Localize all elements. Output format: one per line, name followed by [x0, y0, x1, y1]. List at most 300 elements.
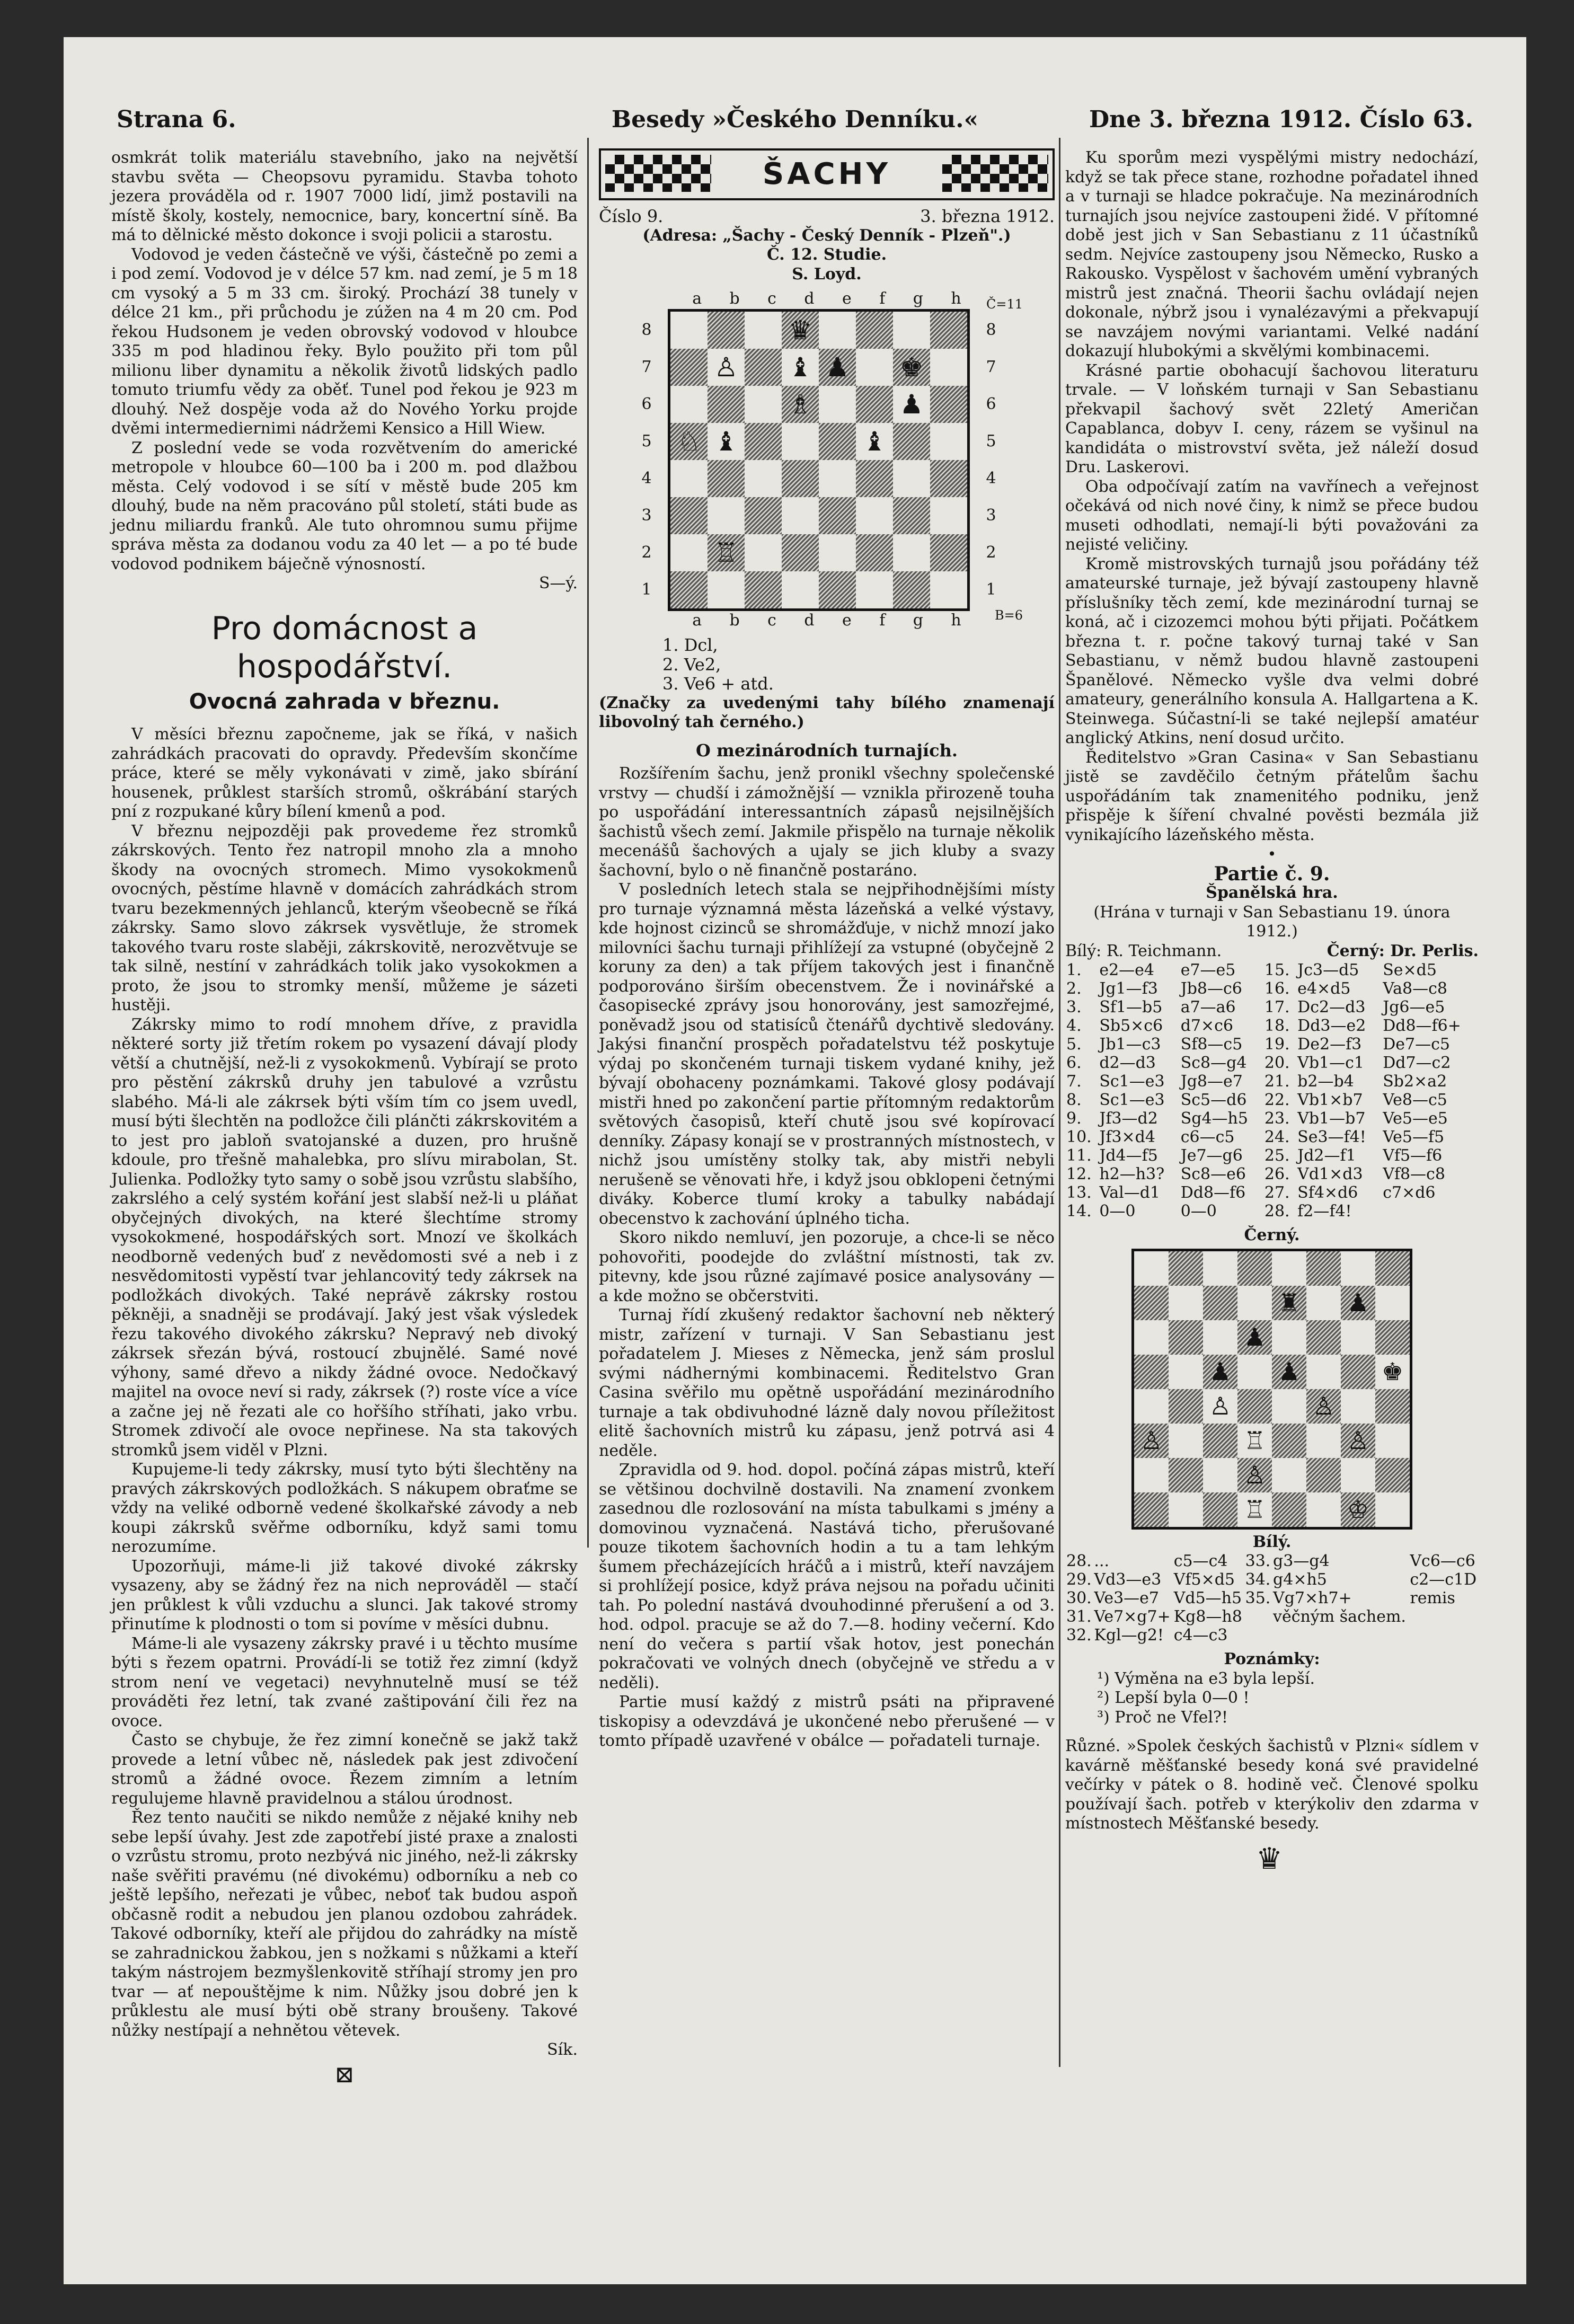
- move-cell: [1409, 1626, 1479, 1645]
- move-cell: Je7—g6: [1180, 1146, 1243, 1165]
- board-square: [1134, 1492, 1169, 1527]
- rank-label: 3: [986, 506, 996, 525]
- move-cell: 4.: [1066, 1017, 1082, 1035]
- move-cell: Vd1×d3: [1297, 1165, 1363, 1183]
- board-square: [1306, 1320, 1341, 1355]
- rank-labels: [636, 312, 657, 608]
- file-label: a: [692, 289, 702, 308]
- chess-piece-icon: ♙: [1209, 1392, 1232, 1420]
- article-text: Kupujeme-li tedy zákrsky, musí tyto býti šlechtěny na pravých zákrskových podložkách. S nákupem obraťme se vždy na veliké odborně vedené školkařské závody a neb koupi zákrsků svěřme odborníku, když sami tomu nerozumíme.: [111, 1460, 578, 1556]
- move-cell: 17.: [1264, 998, 1290, 1017]
- board-square: [930, 423, 967, 460]
- board-square: [856, 497, 893, 534]
- rank-label: 4: [641, 469, 652, 488]
- move-cell: Jg6—e5: [1383, 998, 1445, 1017]
- move-cell: 32.: [1066, 1626, 1092, 1645]
- solution-move: 3. Ve6 + atd.: [662, 674, 774, 694]
- chess-piece-icon: ♛: [782, 312, 819, 349]
- move-cell: Jf3—d2: [1099, 1109, 1158, 1128]
- article-title: Ovocná zahrada v březnu.: [189, 689, 500, 714]
- article-text: Upozorňuji, máme-li již takové divoké zákrsky vysazeny, aby se žádný řez na nich neprováděl — stačí jen průklest k vůli vzduchu a slunci. Jak takové stromy přinutíme k plodnosti o tom si povíme v měsíci dubnu.: [111, 1557, 578, 1633]
- board-square: [1169, 1424, 1203, 1458]
- move-cell: 0—0: [1099, 1202, 1136, 1221]
- move-cell: Vf5×d5: [1173, 1570, 1235, 1589]
- move-cell: Sb2×a2: [1383, 1072, 1447, 1091]
- move-row: [1065, 1109, 1479, 1128]
- board-square: [893, 571, 930, 608]
- board-square: [1169, 1389, 1203, 1424]
- game-opening: Španělská hra.: [1206, 883, 1338, 902]
- board-square: [708, 460, 745, 497]
- board-square: [670, 497, 708, 534]
- move-cell: 29.: [1066, 1570, 1092, 1589]
- article-text: V posledních letech stala se nejpřihodnějšími místy pro turnaje významná města lázeňská a velké výstavy, kde hojnost cizinců se shromážďuje, v nichž mnozí jako milovníci šachu turnaji přihlížejí za vstupné (obyčejně 2 koruny za den) a tak příjem takových jest i finančně podporováno širším obecenstvem. Že i novinářské a časopisecké zprávy jsou honorovány, jest samozřejmé, poněvadž jsou od statisíců čtenářů dychtivě sledovány. Jakýsi finanční prospěch pořadatelstvu též poskytuje výdaj po skončeném turnaji tiskem vydané knihy, jež bývají obohaceny poznámkami. Takové glosy podávají mistři hned po zakončení partie přítomným redaktorům světových časopisů, kteří chutě jsou své kopírovací denníky. Zápasy konají se v prostranných místnostech, v nichž jsou umístěny stolky tak, aby mistři nebyli nerušeně se věnovati hře, i když jsou obklopeni četnými diváky. Koberce tlumí kroky a tabulky nabádají obecenstvo k zachování úplného ticha.: [599, 880, 1055, 1228]
- note-line: ²) Lepší byla 0—0 !: [1097, 1689, 1250, 1707]
- board-square: [893, 312, 930, 349]
- move-cell: Ve5—f5: [1383, 1128, 1445, 1146]
- article-text: Rozšířením šachu, jenž pronikl všechny společenské vrstvy — chudší i zámožnější — vznikla přirozeně touha po uspořádání interessantních zápasů nejsilnějších šachistů všech zemí. Jakmile přispělo na turnaje několik mecenášů šachových a ujaly se jich kluby a svazy šachovní, bylo o ně finančně postaráno.: [599, 764, 1055, 880]
- chessboard: [1131, 1249, 1412, 1530]
- move-cell: 15.: [1264, 961, 1290, 979]
- move-cell: 18.: [1264, 1017, 1290, 1035]
- chess-piece-icon: ♖: [1243, 1426, 1266, 1455]
- board-square: [1169, 1320, 1203, 1355]
- board-square: [670, 460, 708, 497]
- move-cell: 20.: [1264, 1054, 1290, 1072]
- chess-piece-icon: ♝: [862, 426, 887, 457]
- separator-dot: •: [1267, 845, 1277, 863]
- issue-date: Dne 3. března 1912. Číslo 63.: [1089, 106, 1473, 133]
- move-cell: [1272, 1626, 1409, 1645]
- chess-piece-icon: ♟: [1203, 1355, 1237, 1389]
- move-cell: Dd8—f6: [1180, 1183, 1246, 1202]
- checkerboard-icon: [942, 155, 1048, 192]
- board-square: [1306, 1424, 1341, 1458]
- rank-labels: [980, 312, 1002, 608]
- board-square: [1306, 1251, 1341, 1286]
- file-label: f: [879, 611, 886, 630]
- move-cell: 2.: [1066, 979, 1082, 998]
- file-label: b: [729, 611, 740, 630]
- rank-label: 6: [641, 394, 652, 413]
- board-square: [745, 423, 782, 460]
- chess-piece-icon: ♙: [714, 351, 738, 383]
- article-text: Oba odpočívají zatím na vavřínech a veřejnost očekává od nich nové činy, k nimž se přece budou museti odhodlati, nemají-li býti považováni za nejisté veličiny.: [1065, 477, 1479, 554]
- move-cell: Kg8—h8: [1173, 1607, 1242, 1626]
- move-row: [1065, 1091, 1479, 1109]
- board-square: [856, 349, 893, 386]
- article-text: osmkrát tolik materiálu stavebního, jako na největší stavbu světa — Cheopsovu pyramidu. Stavba tohoto jezera prováděla od r. 1907 7000 lidí, jimž postavili na místě školy, kostely, nemocnice, bary, koncertní síně. Ba má to dělnické město dokonce i svoji policii a starostu.: [111, 148, 578, 244]
- article-text: Kromě mistrovských turnajů jsou pořádány též amateurské turnaje, jež bývají zastoupeny hlavně příslušníky těch zemí, kde mezinárodní turnaj se koná, ač i cizozemci mohou býti přijati. Počátkem března t. r. počne takový turnaj také v San Sebastianu, v němž budou hlavně zastoupeni Španělové. Německo vyšle dva velmi dobré amateury, generálního konsula A. Hallgartena a K. Steinwega. Súčastní-li se také nejlepší amatéur anglický Atkins, není dosud určito.: [1065, 554, 1479, 747]
- diagram-white-label: Bílý.: [1252, 1532, 1292, 1551]
- board-square: [1169, 1458, 1203, 1492]
- board-square: [930, 497, 967, 534]
- move-cell: Ve5—e5: [1383, 1109, 1448, 1128]
- move-cell: Jd4—f5: [1099, 1146, 1158, 1165]
- white-piece-count: B=6: [994, 607, 1023, 623]
- board-square: [745, 497, 782, 534]
- move-cell: Sc5—d6: [1180, 1091, 1247, 1109]
- board-square: [930, 386, 967, 423]
- board-square: [1272, 1458, 1306, 1492]
- move-cell: 24.: [1264, 1128, 1290, 1146]
- board-square: [1134, 1389, 1169, 1424]
- board-square: [782, 534, 819, 571]
- move-cell: e4×d5: [1297, 979, 1351, 998]
- column-right: [1065, 148, 1479, 1876]
- move-row: [1065, 1552, 1479, 1570]
- file-labels: [678, 289, 975, 309]
- move-cell: 23.: [1264, 1109, 1290, 1128]
- board-square: [708, 571, 745, 608]
- white-player: Bílý: R. Teichmann.: [1065, 941, 1222, 960]
- move-cell: 9.: [1066, 1109, 1082, 1128]
- move-cell: c2—c1D: [1410, 1570, 1477, 1589]
- move-row: [1065, 1017, 1479, 1035]
- move-cell: Vb1×b7: [1297, 1091, 1363, 1109]
- board-square: [1203, 1492, 1237, 1527]
- move-cell: Jb1—c3: [1099, 1035, 1161, 1054]
- article-text: Z poslední vede se voda rozvětvením do americké metropole v hloubce 60—100 ba i 200 m. pod dlažbou města. Celý vodovod i se sítí v městě bude 205 km dlouhý, bude na něm pracováno půl století, státi bude as jednu miliardu franků. Ale tuto ohromnou sumu přijme správa města za dodanou vodu za 40 let — a po té bude vodovod podnikem báječně výnosností.: [111, 438, 578, 573]
- board-square: [782, 571, 819, 608]
- masthead: [117, 106, 1473, 143]
- move-cell: remis: [1410, 1589, 1455, 1607]
- move-cell: Sf1—b5: [1099, 998, 1163, 1017]
- rank-label: 3: [641, 506, 652, 525]
- board-square: [1134, 1458, 1169, 1492]
- board-square: [930, 460, 967, 497]
- board-square: [1237, 1251, 1272, 1286]
- move-cell: e2—e4: [1099, 961, 1154, 979]
- rank-label: 5: [986, 431, 996, 450]
- board-square: [893, 460, 930, 497]
- board-square: [1306, 1492, 1341, 1527]
- rank-label: 7: [986, 357, 996, 376]
- move-cell: Sf8—c5: [1180, 1035, 1243, 1054]
- move-cell: 0—0: [1180, 1202, 1217, 1221]
- move-cell: 28.: [1066, 1552, 1092, 1570]
- move-cell: Jc3—d5: [1297, 961, 1359, 979]
- rank-label: 1: [986, 580, 996, 599]
- move-row: [1065, 1183, 1479, 1202]
- move-cell: Sf4×d6: [1297, 1183, 1358, 1202]
- move-row: [1065, 1570, 1479, 1589]
- board-square: [1272, 1320, 1306, 1355]
- ornament-icon: ⊠: [334, 2061, 355, 2088]
- board-square: [856, 460, 893, 497]
- board-square: [819, 497, 856, 534]
- move-cell: [1244, 1626, 1272, 1645]
- black-piece-count: Č=11: [986, 297, 1023, 312]
- move-row: [1065, 1607, 1479, 1626]
- move-cell: Jf3×d4: [1099, 1128, 1155, 1146]
- move-cell: Jb8—c6: [1180, 979, 1242, 998]
- section-title: Pro domácnost a hospodářství.: [211, 609, 478, 685]
- board-square: [1169, 1251, 1203, 1286]
- move-cell: Sc8—e6: [1180, 1165, 1246, 1183]
- board-square: [1237, 1286, 1272, 1320]
- column-middle: [599, 148, 1055, 1751]
- move-cell: c5—c4: [1173, 1552, 1228, 1570]
- rank-label: 5: [641, 431, 652, 450]
- board-square: [1341, 1458, 1375, 1492]
- move-cell: 10.: [1066, 1128, 1092, 1146]
- move-row: [1065, 979, 1479, 998]
- board-square: [1375, 1320, 1410, 1355]
- move-cell: 21.: [1264, 1072, 1290, 1091]
- article-text: Zákrsky mimo to rodí mnohem dříve, z pravidla některé sorty již třetím rokem po vysazení dávají plody větší a chutnější, než-li z vysokokmenů. Vybírají se proto pro pěstění zákrsků druhy jen tabulové a vzrůstu slabého. Má-li ale zákrsek býti vším tím co jsem uvedl, musí býti šlechtěn na podložce čili plánčti zákrskovitém a to jest pro jabloň svatojanské a duzen, pro hrušně kdoule, pro třešně mahalebka, pro slívu mirabolan, St. Julienka. Podložky tyto samy o sobě jsou vzrůstu slabšího, zakrslého a celý systém kořání jest slabší než-li u pláňat obyčejných divokých, na které šlechtíme stromy vysokokmené, hospodářských sort. Mnozí ve školkách neodborně vedených buď z nevědomosti své a neb i z nesvědomitosti vypěstí tvar jehlancovitý tedy zákrsek na podložkách divokých. Také neprávě zákrsky rostou pěkněji, a snadněji se prodávají. Jaký jest však výsledek řezu takového divokého zákrsku? Nepravý neb divoký zákrsek sřezán bývá, rostoucí zbujnělé. Samé nové výhony, samé dřevo a nikdy žádné ovoce. Nedočkavý majitel na ovoce neví si rady, zákrsek (?) roste více a více a začne jej ně řezati ale co hořšího stříhati, jako vrbu. Stromek zdivočí ale ovoce nepřinese. Na sta takových stromků jsem viděl v Plzni.: [111, 1015, 578, 1460]
- board-square: [670, 386, 708, 423]
- board-square: [1272, 1389, 1306, 1424]
- board-square: [745, 386, 782, 423]
- board-square: [1375, 1492, 1410, 1527]
- file-label: g: [913, 611, 923, 630]
- rank-label: 1: [641, 580, 652, 599]
- board-square: [1169, 1355, 1203, 1389]
- board-square: [708, 386, 745, 423]
- board-square: [930, 312, 967, 349]
- board-square: [893, 497, 930, 534]
- rank-label: 8: [986, 320, 996, 339]
- move-cell: 33.: [1245, 1552, 1271, 1570]
- move-cell: e7—e5: [1180, 961, 1236, 979]
- board-square: [1341, 1320, 1375, 1355]
- board-square: [819, 423, 856, 460]
- move-cell: Jg8—e7: [1180, 1072, 1243, 1091]
- board-square: [1341, 1251, 1375, 1286]
- board-square: [670, 571, 708, 608]
- board-square: [1169, 1492, 1203, 1527]
- move-cell: 13.: [1066, 1183, 1092, 1202]
- move-cell: 16.: [1264, 979, 1290, 998]
- move-cell: c7×d6: [1383, 1183, 1436, 1202]
- board-square: [1203, 1458, 1237, 1492]
- chess-piece-icon: ♟: [1237, 1320, 1272, 1355]
- board-square: [1203, 1320, 1237, 1355]
- board-square: [782, 497, 819, 534]
- chess-piece-icon: ♙: [1306, 1389, 1341, 1424]
- article-text: Máme-li ale vysazeny zákrsky pravé i u těchto musíme býti s řezem opatrni. Provádí-li se totiž řez zimní (když strom není ve vegetaci) nevyhnutelně musí se též prováděti řez letní, tak zvané zaštipování čili řez na ovoce.: [111, 1634, 578, 1730]
- chess-piece-icon: ♗: [782, 386, 819, 423]
- board-square: [1134, 1286, 1169, 1320]
- move-cell: 8.: [1066, 1091, 1082, 1109]
- file-label: c: [767, 611, 776, 630]
- chess-date: 3. března 1912.: [920, 206, 1055, 226]
- board-square: [745, 534, 782, 571]
- board-square: [708, 497, 745, 534]
- chess-address: (Adresa: „Šachy - Český Denník - Plzeň".): [642, 226, 1011, 245]
- article-text: Turnaj řídí zkušený redaktor šachovní neb některý mistr, zařízení v turnaji. V San Sebastianu jest pořadatelem J. Mieses z Německa, jenž sám proslul svými nádhernými kombinacemi. Ředitelstvo Gran Casina svěřilo mu opětně uspořádání mezinárodního turnaje a tak obdivuhodné lázně daly novou příležitost elitě šachovních mistrů ku zápasu, jenž potrvá asi 4 neděle.: [599, 1306, 1055, 1460]
- board-square: [1375, 1286, 1410, 1320]
- solution-move: 2. Ve2,: [662, 654, 721, 675]
- board-square: [1134, 1251, 1169, 1286]
- chess-piece-icon: ♟: [1272, 1355, 1306, 1389]
- board-square: [782, 423, 819, 460]
- board-square: [893, 423, 930, 460]
- board-square: [930, 349, 967, 386]
- board-square: [1375, 1424, 1410, 1458]
- move-cell: [1382, 1202, 1479, 1221]
- move-cell: ...: [1094, 1552, 1110, 1570]
- rank-label: 2: [641, 543, 652, 562]
- move-cell: 1.: [1066, 961, 1082, 979]
- article-text: Skoro nikdo nemluví, jen pozoruje, a chce-li se něco pohovořiti, poodejde do zvláštní místnosti, tak zv. pitevny, kde jsou různé zajímavé posice analysovány — a kde možno se občerstviti.: [599, 1229, 1055, 1305]
- board-square: [1203, 1424, 1237, 1458]
- study-solution: [662, 635, 1055, 694]
- board-square: [1375, 1251, 1410, 1286]
- article-text: Vodovod je veden částečně ve výši, částečně po zemi a i pod zemí. Vodovod je v délce 57 km. nad zemí, je 5 m 18 cm vysoký a 5 m 33 cm. široký. Prochází 38 tunely v délce 21 km., při průchodu je zúžen na 4 m 20 cm. Pod řekou Hudsonem je veden obrovský vodovod v hloubce 335 m pod hladinou řeky. Bylo použito při tom půl milionu liber dynamitu a několik životů lidských padlo tomuto triumfu vědy za oběť. Tunel pod řekou je 923 m dlouhý. Než dospěje voda až do Nového Yorku projde dvěmi intermediernimi nádržemi Kensico a Hill Wiew.: [111, 245, 578, 438]
- move-cell: Val—d1: [1099, 1183, 1160, 1202]
- move-cell: Vd5—h5: [1173, 1589, 1242, 1607]
- black-player: Černý: Dr. Perlis.: [1327, 941, 1479, 960]
- move-cell: 22.: [1264, 1091, 1290, 1109]
- article-text: Krásné partie obohacují šachovou literaturu trvale. — V loňském turnaji v San Sebastianu překvapil šachový svět 22letý Američan Capablanca, dobyv I. ceny, rázem se vyšinul na kandidáta o mistrovství světa, jež náleží dosud Dru. Laskerovi.: [1065, 361, 1479, 476]
- board-square: [1169, 1286, 1203, 1320]
- chess-piece-icon: ♙: [1134, 1424, 1169, 1458]
- move-cell: De2—f3: [1297, 1035, 1362, 1054]
- move-cell: 5.: [1066, 1035, 1082, 1054]
- board-square: [670, 312, 708, 349]
- solution-move: 1. Dcl,: [662, 635, 718, 655]
- board-square: [1134, 1320, 1169, 1355]
- move-cell: Va8—c8: [1383, 979, 1447, 998]
- move-cell: Vb1—b7: [1297, 1109, 1366, 1128]
- move-cell: 34.: [1245, 1570, 1271, 1589]
- board-square: [745, 312, 782, 349]
- rank-label: 4: [986, 469, 996, 488]
- study-number: Č. 12. Studie.: [766, 245, 887, 264]
- move-cell: [1244, 1607, 1272, 1626]
- file-label: b: [729, 289, 740, 308]
- file-labels: [678, 611, 975, 631]
- article-text: Různé. »Spolek českých šachistů v Plzni« sídlem v kavárně měšťanské besedy koná své pravidelné večírky v pátek o 8. hodině več. Členové spolku používají šach. potřeb v kterýkoliv den zdarma v místnostech Měšťanské besedy.: [1065, 1737, 1479, 1833]
- file-label: d: [804, 289, 815, 308]
- game-title: Partie č. 9.: [1214, 862, 1330, 885]
- chess-piece-icon: ♘: [670, 423, 708, 460]
- board-square: [745, 349, 782, 386]
- board-square: [1341, 1389, 1375, 1424]
- file-label: e: [842, 289, 852, 308]
- column-rule: [587, 138, 589, 1548]
- queen-ornament-icon: ♛: [1256, 1841, 1283, 1876]
- move-cell: g4×h5: [1273, 1570, 1327, 1589]
- chess-piece-icon: ♖: [708, 534, 745, 571]
- board-square: [670, 534, 708, 571]
- move-cell: d7×c6: [1180, 1017, 1234, 1035]
- study-author: S. Loyd.: [792, 264, 862, 284]
- board-square: [1237, 1389, 1272, 1424]
- rank-label: 7: [641, 357, 652, 376]
- board-square: [1306, 1458, 1341, 1492]
- move-cell: b2—b4: [1297, 1072, 1354, 1091]
- chess-piece-icon: ♚: [1381, 1357, 1404, 1386]
- move-cell: 14.: [1066, 1202, 1092, 1221]
- board-square: [708, 312, 745, 349]
- board-square: [819, 312, 856, 349]
- move-cell: Jg1—f3: [1099, 979, 1158, 998]
- board-square: [670, 349, 708, 386]
- board-square: [819, 534, 856, 571]
- article-text: Zpravidla od 9. hod. dopol. počíná zápas mistrů, kteří se většinou dochvilně dostavili. Na znamení zvonkem zasednou dle rozlosování na místa tabulkami s jmény a domovinou vyznačená. Nastává ticho, přerušované pouze tikotem šachovních hodin a tu a tam lehkým šumem přecházejících hráčů a i mistrů, kteří navzájem si prohlížejí posice, když práva nejsou na pořadu učiniti tah. Po polední nastává dvouhodinné přerušení a od 3. hod. odpol. pracuje se až do 7.—8. hodiny večerní. Kdo není do večera s partií však hotov, jest ponechán pokračovati ve volných dnech (obyčejně ve středu a v neděli).: [599, 1461, 1055, 1692]
- board-square: [856, 534, 893, 571]
- move-row: [1065, 1626, 1479, 1645]
- move-cell: 27.: [1264, 1183, 1290, 1202]
- column-left: [111, 148, 578, 2088]
- board-square: [745, 460, 782, 497]
- move-cell: 7.: [1066, 1072, 1082, 1091]
- board-square: [1341, 1355, 1375, 1389]
- move-cell: Vf5—f6: [1383, 1146, 1443, 1165]
- chess-piece-icon: ♟: [899, 388, 924, 420]
- file-label: h: [951, 611, 961, 630]
- diagram-black-label: Černý.: [1244, 1226, 1300, 1244]
- move-cell: 28.: [1264, 1202, 1290, 1221]
- move-cell: De7—c5: [1383, 1035, 1450, 1054]
- article-text: Řez tento naučiti se nikdo nemůže z nějaké knihy neb sebe lepší úvahy. Jest zde zapotřebí jisté praxe a znalosti o vzrůstu stromu, proto nezbývá nic jiného, než-li zákrsky naše svěřiti pravému (né divokému) odborníku a neb co ještě lepšího, neřezati je vůbec, neboť tak budou aspoň občasně rodit a nebudou jen planou ozdobou zahrádek. Takové odborníky, kteří ale přijdou do zahrádky na místě se zahradnickou žabkou, jen s nožkami s nůžkami a kteří takým nástrojem bezmyšlenkovitě stříhají stromy jen pro tvar — ať nepouštějme k nim. Nůžky jsou dobré jen k průklestu ale musí býti obě strany broušeny. Takové nůžky nestípají a nehnětou větevek.: [111, 1808, 578, 2040]
- move-cell: Sc1—e3: [1099, 1072, 1165, 1091]
- board-square: [1272, 1424, 1306, 1458]
- move-cell: d2—d3: [1099, 1054, 1156, 1072]
- article-text: Partie musí každý z mistrů psáti na připravené tiskopisy a odevzdává je ukončené nebo přerušené — v tomto případě uzavřené v obálce — pořadateli turnaje.: [599, 1693, 1055, 1750]
- chess-piece-icon: ♟: [1341, 1286, 1375, 1320]
- board-square: [1203, 1286, 1237, 1320]
- move-cell: c6—c5: [1180, 1128, 1235, 1146]
- move-cell: věčným šachem.: [1273, 1607, 1406, 1626]
- move-cell: 11.: [1066, 1146, 1092, 1165]
- board-square: [1375, 1389, 1410, 1424]
- chess-piece-icon: ♝: [714, 426, 738, 457]
- move-cell: 26.: [1264, 1165, 1290, 1183]
- move-cell: g3—g4: [1273, 1552, 1330, 1570]
- chess-diagram: [636, 289, 1023, 630]
- file-label: d: [804, 611, 815, 630]
- article-text: Ku sporům mezi vyspělými mistry nedochází, když se tak přece stane, rozhodne pořadatel ihned a v turnaji se hladce pokračuje. Na mezinárodních turnajích jsou nejvíce zastoupeni židé. V přítomné době jest jich v San Sebastianu z 11 účastníků sedm. Nejvíce zastoupeny jsou Německo, Rusko a Rakousko. Vyspělost v šachovém umění vybraných mistrů jest značná. Theorii šachu ovládají nejen dokonale, nýbrž jsou i vynalézavými a překvapují se navzájem novými variantami. Velké nadání dokazují hlubokými a skvělými kombinacemi.: [1065, 148, 1479, 360]
- file-label: h: [951, 289, 961, 308]
- chess-piece-icon: ♚: [893, 349, 930, 386]
- chess-meta: [599, 207, 1055, 226]
- move-cell: Vg7×h7+: [1273, 1589, 1352, 1607]
- chessboard: [668, 309, 970, 611]
- move-cell: 35.: [1245, 1589, 1271, 1607]
- file-label: g: [913, 289, 923, 308]
- move-row: [1065, 1035, 1479, 1054]
- move-cell: Dd8—f6+: [1383, 1017, 1461, 1035]
- chess-piece-icon: ♙: [1237, 1458, 1272, 1492]
- move-cell: Sb5×c6: [1099, 1017, 1163, 1035]
- board-square: [745, 571, 782, 608]
- moves-table: [1065, 1552, 1479, 1645]
- rank-label: 2: [986, 543, 996, 562]
- chess-piece-icon: ♔: [1341, 1492, 1375, 1527]
- move-cell: Se3—f4!: [1297, 1128, 1366, 1146]
- move-cell: Jd2—f1: [1297, 1146, 1356, 1165]
- move-cell: Ve3—e7: [1094, 1589, 1159, 1607]
- article-text: Často se chybuje, že řez zimní konečně se jakž takž provede a letní vůbec ně, následek pak jest zdivočení stromů a žádné ovoce. Řezem zimním a letním regulujeme hlavně pravidelnou a stálou úrodnost.: [111, 1731, 578, 1808]
- move-cell: h2—h3?: [1099, 1165, 1165, 1183]
- board-square: [1272, 1251, 1306, 1286]
- article-text: Ředitelstvo »Gran Casina« v San Sebastianu jistě se zavděčilo četným přátelům šachu uspořádáním tak znamenitého podniku, jenž přispěje k šíření chvalné pověsti bezmála již vynikajícího lázeňského města.: [1065, 748, 1479, 844]
- move-cell: Sg4—h5: [1180, 1109, 1248, 1128]
- file-label: a: [692, 611, 702, 630]
- move-row: [1065, 1589, 1479, 1607]
- chess-piece-icon: ♙: [1341, 1424, 1375, 1458]
- signature: S—ý.: [538, 574, 578, 593]
- chess-section-title: ŠACHY: [762, 156, 891, 191]
- board-square: [782, 460, 819, 497]
- move-row: [1065, 1146, 1479, 1165]
- move-cell: Sc8—g4: [1180, 1054, 1247, 1072]
- move-cell: c4—c3: [1173, 1626, 1228, 1645]
